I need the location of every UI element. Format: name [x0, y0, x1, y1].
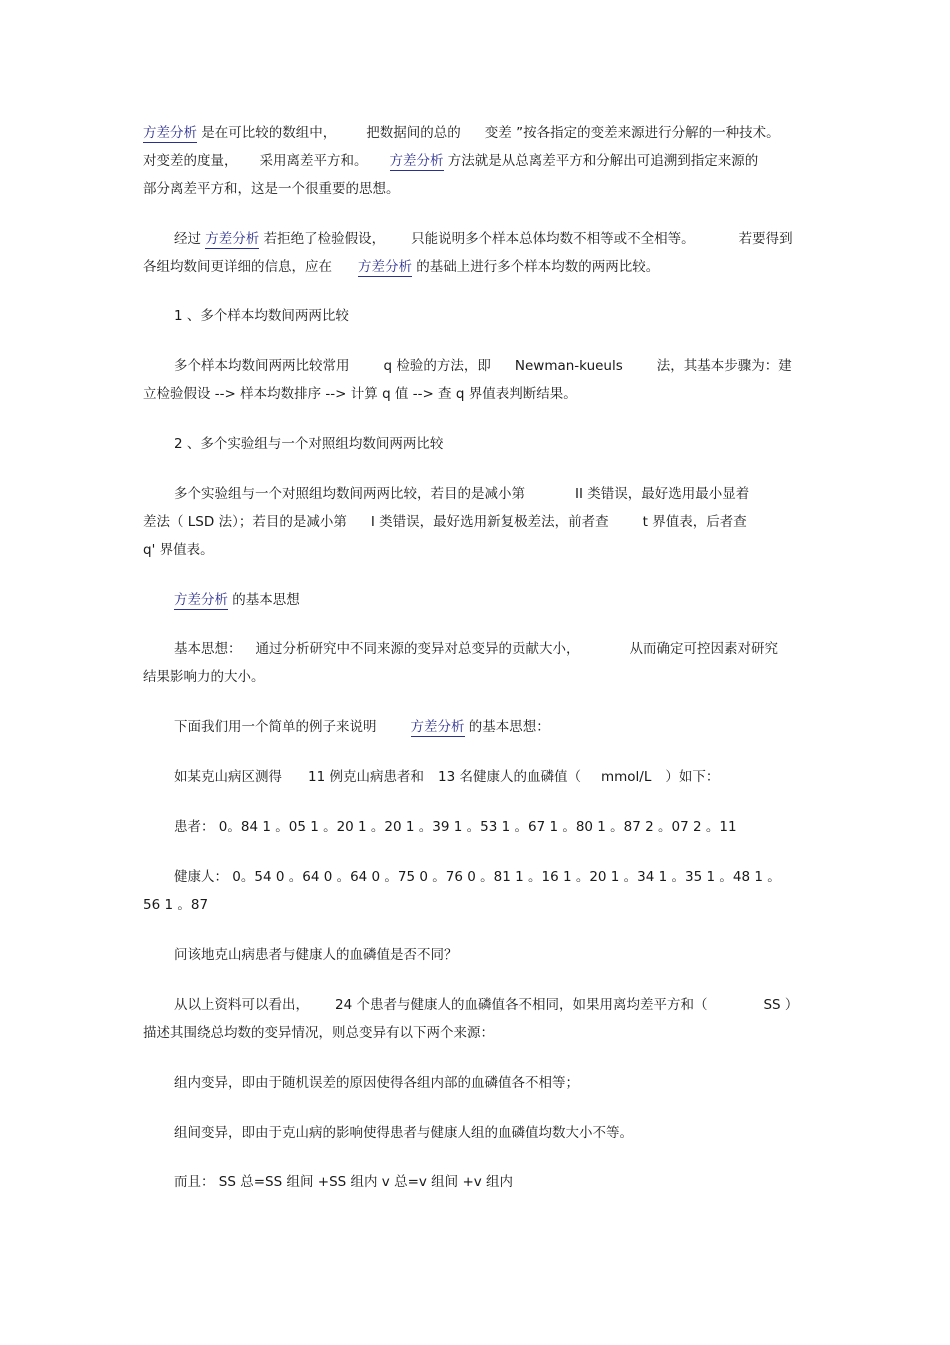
text: t 界值表，后者查	[642, 514, 747, 530]
para-control-line-1	[174, 484, 749, 504]
formula-text: 而且： SS 总=SS 组间 +SS 组内 v 总=v 组间 +v 组内	[174, 1174, 514, 1190]
text: 描述其围绕总均数的变异情况，则总变异有以下两个来源：	[143, 1025, 494, 1041]
text: 56 1 。87	[143, 897, 209, 913]
text: 问该地克山病患者与健康人的血磷值是否不同？	[174, 947, 458, 963]
text: 立检验假设 --> 样本均数排序 --> 计算 q 值 --> 查 q 界值表判断结果。	[143, 386, 577, 402]
text: 采用离差平方和。	[259, 153, 368, 169]
text: 从而确定可控因素对研究	[629, 641, 778, 657]
para-q-test-line-2	[143, 384, 577, 404]
text: 部分离差平方和，这是一个很重要的思想。	[143, 181, 400, 197]
para-rejection-line-1	[174, 229, 793, 249]
text: 11 例克山病患者和	[308, 769, 424, 785]
text: 法，其基本步骤为：建	[656, 358, 792, 374]
text: 13 名健康人的血磷值（	[437, 769, 581, 785]
para-variation-line-1	[174, 995, 798, 1015]
text: 从以上资料可以看出，	[174, 997, 309, 1013]
para-definition-line-1	[143, 123, 780, 143]
anova-link[interactable]: 方差分析	[410, 719, 465, 735]
para-formula	[174, 1172, 513, 1192]
text: 的基本思想：	[468, 719, 550, 735]
text: 基本思想：	[174, 641, 242, 657]
text: 的基础上进行多个样本均数的两两比较。	[416, 259, 660, 275]
para-control-line-2	[143, 512, 747, 532]
para-rejection-line-2	[143, 257, 659, 277]
text: 24 个患者与健康人的血磷值各不相同，如果用离均差平方和（	[335, 997, 708, 1013]
text: II 类错误，最好选用最小显着	[575, 486, 750, 502]
text: 患者： 0。84 1 。05 1 。20 1 。20 1 。39 1 。53 1 。67 1 。80 1 。87 2 。07 2 。11	[174, 819, 737, 835]
text: 下面我们用一个简单的例子来说明	[174, 719, 377, 735]
para-definition-line-2	[143, 151, 758, 171]
anova-link[interactable]: 方差分析	[389, 153, 444, 169]
para-between-group	[174, 1123, 633, 1143]
healthy-values-line-1	[174, 867, 781, 887]
text: 只能说明多个样本总体均数不相等或不全相等。	[411, 231, 695, 247]
para-question	[174, 945, 458, 965]
text: 变差 ”按各指定的变差来源进行分解的一种技术。	[484, 125, 780, 141]
text: 把数据间的总的	[366, 125, 461, 141]
healthy-values-line-2	[143, 895, 208, 915]
para-control-line-3	[143, 540, 214, 560]
text: mmol/L	[600, 769, 652, 785]
text: ）如下：	[665, 769, 720, 785]
anova-link[interactable]: 方差分析	[205, 231, 260, 247]
text: 通过分析研究中不同来源的变异对总变异的贡献大小，	[255, 641, 580, 657]
text: 多个样本均数间两两比较常用	[174, 358, 350, 374]
text: 经过	[174, 231, 201, 247]
text: 健康人： 0。54 0 。64 0 。64 0 。75 0 。76 0 。81 1 。16 1 。20 1 。34 1 。35 1 。48 1 。	[174, 869, 781, 885]
text: 是在可比较的数组中，	[201, 125, 337, 141]
text: 若要得到	[738, 231, 793, 247]
text: 各组均数间更详细的信息，应在	[143, 259, 332, 275]
text: 差法（ LSD 法）；若目的是减小第	[143, 514, 347, 530]
text: 若拒绝了检验假设，	[263, 231, 386, 247]
anova-link[interactable]: 方差分析	[143, 125, 197, 141]
section-heading-basic-idea	[174, 590, 300, 610]
text: Newman-kueuls	[514, 358, 623, 374]
heading-text: 2 、多个实验组与一个对照组均数间两两比较	[174, 436, 444, 452]
anova-link[interactable]: 方差分析	[358, 259, 412, 275]
para-within-group	[174, 1073, 579, 1093]
heading-text: 1 、多个样本均数间两两比较	[174, 308, 349, 324]
text: 方法就是从总离差平方和分解出可追溯到指定来源的	[447, 153, 759, 169]
section-heading-1	[174, 306, 349, 326]
text: I 类错误，最好选用新复极差法，前者查	[370, 514, 609, 530]
text: 组内变异，即由于随机误差的原因使得各组内部的血磷值各不相等；	[174, 1075, 579, 1091]
para-q-test-line-1	[174, 356, 792, 376]
para-definition-line-3	[143, 179, 400, 199]
para-example-intro	[174, 717, 550, 737]
text: 组间变异，即由于克山病的影响使得患者与健康人组的血磷值均数大小不等。	[174, 1125, 633, 1141]
section-heading-2	[174, 434, 443, 454]
para-example-data-intro	[174, 767, 719, 787]
text: q 检验的方法，即	[383, 358, 491, 374]
text: 多个实验组与一个对照组均数间两两比较，若目的是减小第	[174, 486, 525, 502]
patient-values	[174, 817, 737, 837]
para-basic-idea-line-2	[143, 667, 265, 687]
text: q' 界值表。	[143, 542, 214, 558]
heading-text: 的基本思想	[232, 592, 300, 608]
anova-link[interactable]: 方差分析	[174, 592, 228, 608]
para-basic-idea-line-1	[174, 639, 778, 659]
text: SS ）	[763, 997, 799, 1013]
text: 对变差的度量，	[143, 153, 238, 169]
text: 结果影响力的大小。	[143, 669, 265, 685]
text: 如某克山病区测得	[174, 769, 282, 785]
para-variation-line-2	[143, 1023, 494, 1043]
